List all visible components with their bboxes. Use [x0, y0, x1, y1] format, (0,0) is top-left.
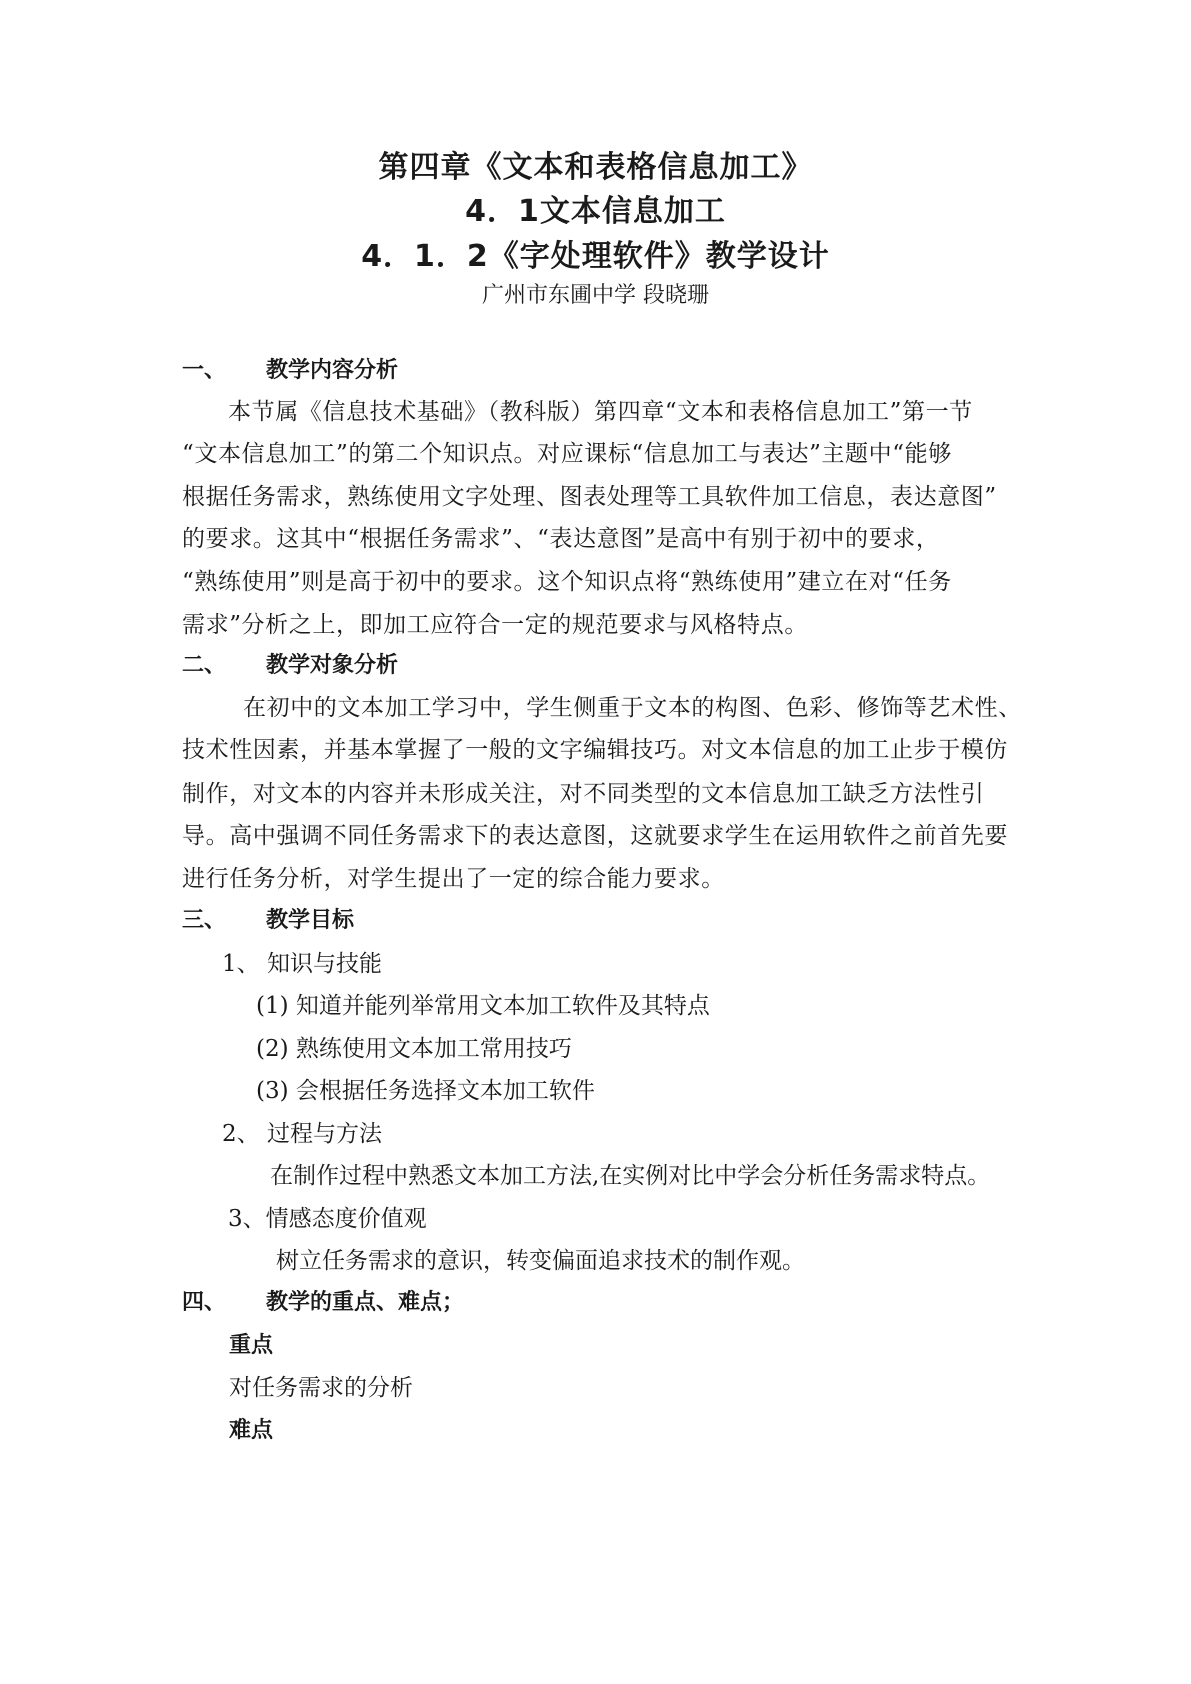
difficult-point-label: 难点	[229, 1418, 274, 1443]
section2-number: 二、	[182, 653, 227, 678]
section2-heading: 教学对象分析	[266, 653, 399, 678]
document-title-chapter: 第四章《文本和表格信息加工》	[378, 150, 813, 185]
objective-attitude-text: 树立任务需求的意识，转变偏面追求技术的制作观。	[276, 1248, 805, 1274]
section1-line: “文本信息加工”的第二个知识点。对应课标“信息加工与表达”主题中“能够	[182, 441, 952, 467]
objective-process-method: 2、 过程与方法	[222, 1121, 382, 1147]
author-line: 广州市东圃中学 段晓珊	[482, 283, 709, 308]
key-point-label: 重点	[229, 1333, 274, 1358]
section1-line: 根据任务需求，熟练使用文字处理、图表处理等工具软件加工信息，表达意图”	[182, 484, 997, 510]
objective-item: (3) 会根据任务选择文本加工软件	[256, 1078, 595, 1104]
section4-heading: 教学的重点、难点；	[266, 1290, 465, 1315]
section2-line: 进行任务分析，对学生提出了一定的综合能力要求。	[182, 866, 725, 892]
section3-number: 三、	[182, 908, 227, 933]
section2-line: 在初中的文本加工学习中，学生侧重于文本的构图、色彩、修饰等艺术性、	[243, 695, 1022, 721]
section1-line: “熟练使用”则是高于初中的要求。这个知识点将“熟练使用”建立在对“任务	[182, 569, 952, 595]
objective-item: (2) 熟练使用文本加工常用技巧	[256, 1036, 572, 1062]
section1-heading: 教学内容分析	[266, 358, 399, 383]
objective-process-text: 在制作过程中熟悉文本加工方法,在实例对比中学会分析任务需求特点。	[270, 1163, 991, 1189]
section1-line: 的要求。这其中“根据任务需求”、“表达意图”是高中有别于初中的要求，	[182, 526, 940, 552]
section1-line: 需求”分析之上，即加工应符合一定的规范要求与风格特点。	[182, 612, 808, 638]
document-title-lesson: 4．1．2《字处理软件》教学设计	[361, 239, 830, 274]
section4-number: 四、	[182, 1290, 227, 1315]
section3-heading: 教学目标	[266, 908, 355, 933]
section2-line: 制作，对文本的内容并未形成关注，对不同类型的文本信息加工缺乏方法性引	[182, 781, 985, 807]
objective-attitude-values: 3、情感态度价值观	[228, 1206, 427, 1232]
section1-line: 本节属《信息技术基础》（教科版）第四章“文本和表格信息加工”第一节	[228, 399, 973, 425]
key-point-text: 对任务需求的分析	[229, 1375, 413, 1401]
objective-item: (1) 知道并能列举常用文本加工软件及其特点	[256, 993, 710, 1019]
section2-line: 导。高中强调不同任务需求下的表达意图，这就要求学生在运用软件之前首先要	[182, 823, 1008, 849]
section2-line: 技术性因素，并基本掌握了一般的文字编辑技巧。对文本信息的加工止步于模仿	[182, 737, 1008, 763]
section1-number: 一、	[182, 358, 227, 383]
document-title-section: 4．1文本信息加工	[465, 194, 726, 229]
objective-knowledge-skills: 1、 知识与技能	[222, 951, 382, 977]
